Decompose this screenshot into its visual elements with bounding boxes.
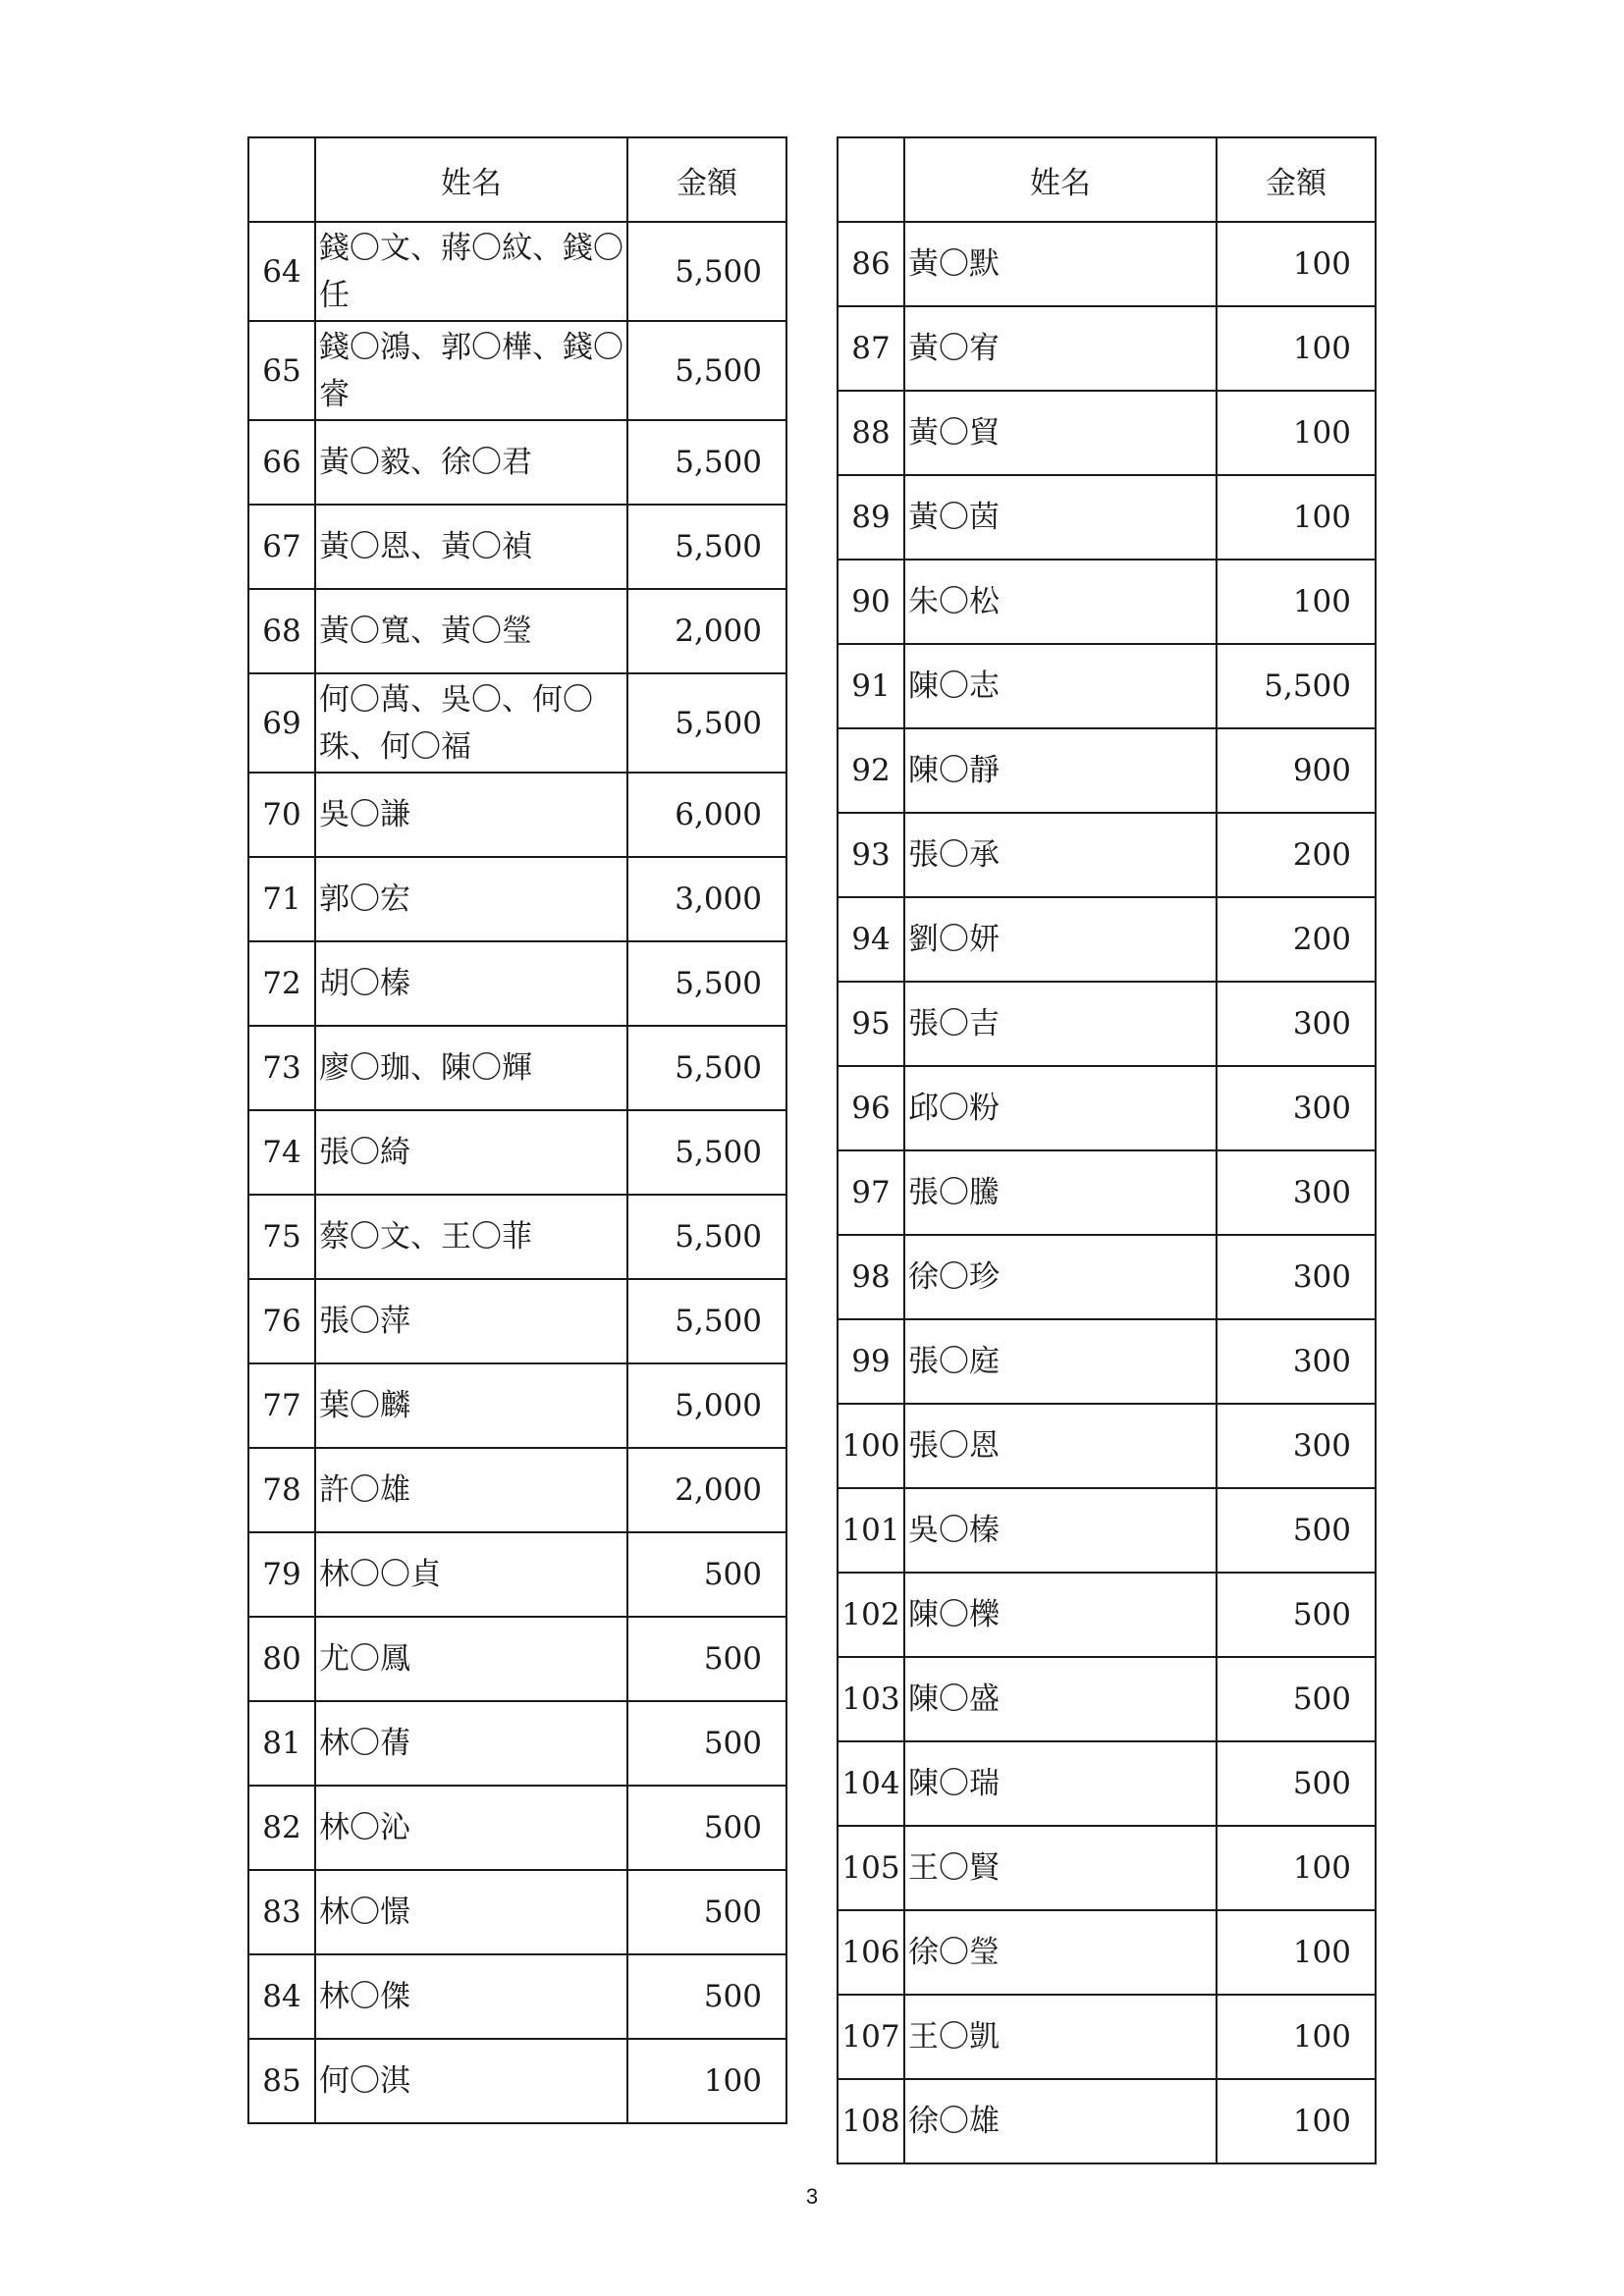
table-row [838,1910,1376,1995]
row-number: 90 [838,560,904,644]
amount-header: 金額 [627,137,786,222]
name-header: 姓名 [315,137,627,222]
table-row [248,1617,786,1701]
donor-name: 王〇凱 [904,1995,1217,2079]
row-number: 91 [838,644,904,728]
row-number: 107 [838,1995,904,2079]
row-number: 105 [838,1826,904,1910]
table-right-body [838,137,1376,2163]
table-row [248,673,786,773]
donor-table-left [247,136,787,2124]
table-row [838,897,1376,982]
donation-amount: 500 [627,1701,786,1786]
donation-amount: 500 [627,1617,786,1701]
donation-amount: 100 [1217,306,1376,391]
donor-name: 朱〇松 [904,560,1217,644]
table-row [838,1150,1376,1235]
row-number: 65 [248,321,315,420]
table-row [248,1954,786,2039]
donor-name: 邱〇粉 [904,1066,1217,1150]
donation-amount: 500 [1217,1657,1376,1741]
donor-name: 黃〇茵 [904,475,1217,560]
donation-amount: 5,500 [627,1195,786,1279]
table-row [838,306,1376,391]
row-number: 79 [248,1532,315,1617]
donation-amount: 5,000 [627,1363,786,1448]
row-number: 86 [838,222,904,306]
donation-amount: 900 [1217,728,1376,813]
row-number: 93 [838,813,904,897]
donor-name: 張〇綺 [315,1110,627,1195]
donor-name: 黃〇貿 [904,391,1217,475]
donation-amount: 500 [1217,1573,1376,1657]
donation-amount: 300 [1217,1319,1376,1404]
table-row [838,982,1376,1066]
donor-name: 林〇〇貞 [315,1532,627,1617]
donor-name: 錢〇鴻、郭〇樺、錢〇睿 [315,321,627,420]
donor-name: 張〇承 [904,813,1217,897]
index-header [838,137,904,222]
table-row [838,475,1376,560]
table-row [248,1786,786,1870]
donor-name: 張〇萍 [315,1279,627,1363]
row-number: 99 [838,1319,904,1404]
donation-amount: 300 [1217,1150,1376,1235]
table-row [838,644,1376,728]
row-number: 82 [248,1786,315,1870]
donation-amount: 5,500 [627,1026,786,1110]
donor-name: 張〇庭 [904,1319,1217,1404]
row-number: 106 [838,1910,904,1995]
donor-name: 黃〇寬、黃〇瑩 [315,589,627,673]
row-number: 104 [838,1741,904,1826]
row-number: 102 [838,1573,904,1657]
table-row [838,1235,1376,1319]
donation-amount: 500 [627,1532,786,1617]
row-number: 101 [838,1488,904,1573]
donor-name: 許〇雄 [315,1448,627,1532]
row-number: 76 [248,1279,315,1363]
table-row [248,773,786,857]
donation-amount: 100 [1217,222,1376,306]
donor-name: 陳〇志 [904,644,1217,728]
row-number: 64 [248,222,315,321]
table-row [248,1701,786,1786]
row-number: 96 [838,1066,904,1150]
row-number: 74 [248,1110,315,1195]
row-number: 78 [248,1448,315,1532]
donor-name: 林〇傑 [315,1954,627,2039]
donor-name: 張〇恩 [904,1404,1217,1488]
table-row [838,1404,1376,1488]
donor-name: 陳〇盛 [904,1657,1217,1741]
donor-name: 林〇蒨 [315,1701,627,1786]
table-row [838,1826,1376,1910]
table-row [838,1488,1376,1573]
table-row [248,1279,786,1363]
table-row [248,321,786,420]
donation-amount: 500 [627,1954,786,2039]
donor-name: 王〇賢 [904,1826,1217,1910]
donation-amount: 3,000 [627,857,786,941]
donation-amount: 5,500 [627,420,786,505]
table-row [248,589,786,673]
table-row [248,857,786,941]
donor-name: 何〇萬、吳〇、何〇珠、何〇福 [315,673,627,773]
donor-name: 林〇憬 [315,1870,627,1954]
table-row [838,560,1376,644]
donor-name: 陳〇瑞 [904,1741,1217,1826]
donation-amount: 100 [627,2039,786,2123]
row-number: 97 [838,1150,904,1235]
row-number: 84 [248,1954,315,2039]
donation-amount: 300 [1217,1404,1376,1488]
donation-amount: 5,500 [627,222,786,321]
table-row [248,420,786,505]
donation-amount: 200 [1217,897,1376,982]
donor-name: 吳〇榛 [904,1488,1217,1573]
row-number: 73 [248,1026,315,1110]
donor-name: 蔡〇文、王〇菲 [315,1195,627,1279]
donor-name: 黃〇默 [904,222,1217,306]
table-row [248,505,786,589]
donation-amount: 100 [1217,391,1376,475]
donor-name: 徐〇珍 [904,1235,1217,1319]
donation-amount: 100 [1217,475,1376,560]
donation-amount: 100 [1217,1910,1376,1995]
donor-name: 張〇騰 [904,1150,1217,1235]
amount-header: 金額 [1217,137,1376,222]
donation-amount: 100 [1217,1826,1376,1910]
table-header-row [248,137,786,222]
table-row [248,1532,786,1617]
donor-name: 林〇沁 [315,1786,627,1870]
donor-name: 尤〇鳳 [315,1617,627,1701]
donor-name: 黃〇宥 [904,306,1217,391]
table-row [248,2039,786,2123]
table-row [838,1995,1376,2079]
row-number: 100 [838,1404,904,1488]
row-number: 88 [838,391,904,475]
row-number: 71 [248,857,315,941]
donor-name: 胡〇榛 [315,941,627,1026]
table-row [248,941,786,1026]
donation-amount: 200 [1217,813,1376,897]
row-number: 72 [248,941,315,1026]
table-row [838,2079,1376,2163]
donor-name: 何〇淇 [315,2039,627,2123]
donor-name: 徐〇雄 [904,2079,1217,2163]
table-row [838,813,1376,897]
row-number: 87 [838,306,904,391]
table-row [248,1195,786,1279]
table-row [248,222,786,321]
row-number: 103 [838,1657,904,1741]
donation-amount: 300 [1217,982,1376,1066]
donor-name: 廖〇珈、陳〇輝 [315,1026,627,1110]
row-number: 70 [248,773,315,857]
donation-amount: 6,000 [627,773,786,857]
donation-amount: 500 [627,1786,786,1870]
donor-name: 黃〇毅、徐〇君 [315,420,627,505]
row-number: 83 [248,1870,315,1954]
row-number: 94 [838,897,904,982]
table-row [248,1448,786,1532]
donation-amount: 500 [627,1870,786,1954]
row-number: 68 [248,589,315,673]
name-header: 姓名 [904,137,1217,222]
donor-name: 徐〇瑩 [904,1910,1217,1995]
table-row [248,1110,786,1195]
donor-name: 葉〇麟 [315,1363,627,1448]
donor-name: 黃〇恩、黃〇禎 [315,505,627,589]
row-number: 80 [248,1617,315,1701]
table-row [838,1066,1376,1150]
donation-amount: 5,500 [627,673,786,773]
donor-name: 陳〇靜 [904,728,1217,813]
row-number: 77 [248,1363,315,1448]
donor-name: 錢〇文、蔣〇紋、錢〇任 [315,222,627,321]
donation-amount: 5,500 [627,941,786,1026]
row-number: 98 [838,1235,904,1319]
row-number: 108 [838,2079,904,2163]
donation-amount: 100 [1217,2079,1376,2163]
donor-name: 陳〇櫟 [904,1573,1217,1657]
table-row [838,1657,1376,1741]
donation-amount: 100 [1217,560,1376,644]
row-number: 75 [248,1195,315,1279]
row-number: 81 [248,1701,315,1786]
donation-amount: 5,500 [627,1110,786,1195]
donation-amount: 100 [1217,1995,1376,2079]
table-row [248,1363,786,1448]
row-number: 92 [838,728,904,813]
table-row [838,1741,1376,1826]
table-left-body [248,137,786,2123]
table-row [248,1026,786,1110]
table-row [248,1870,786,1954]
row-number: 89 [838,475,904,560]
table-row [838,391,1376,475]
donation-amount: 500 [1217,1741,1376,1826]
donation-amount: 2,000 [627,589,786,673]
table-row [838,1573,1376,1657]
donor-name: 張〇吉 [904,982,1217,1066]
donor-name: 劉〇妍 [904,897,1217,982]
row-number: 69 [248,673,315,773]
donation-amount: 2,000 [627,1448,786,1532]
table-header-row [838,137,1376,222]
row-number: 67 [248,505,315,589]
donation-amount: 500 [1217,1488,1376,1573]
donation-amount: 5,500 [1217,644,1376,728]
row-number: 95 [838,982,904,1066]
donation-amount: 5,500 [627,321,786,420]
table-row [838,728,1376,813]
index-header [248,137,315,222]
donor-table-right [837,136,1377,2164]
page-number: 3 [805,2184,819,2209]
donation-amount: 300 [1217,1066,1376,1150]
table-row [838,1319,1376,1404]
row-number: 85 [248,2039,315,2123]
table-row [838,222,1376,306]
donation-amount: 5,500 [627,505,786,589]
donor-name: 郭〇宏 [315,857,627,941]
donation-amount: 300 [1217,1235,1376,1319]
row-number: 66 [248,420,315,505]
donation-amount: 5,500 [627,1279,786,1363]
donor-name: 吳〇謙 [315,773,627,857]
